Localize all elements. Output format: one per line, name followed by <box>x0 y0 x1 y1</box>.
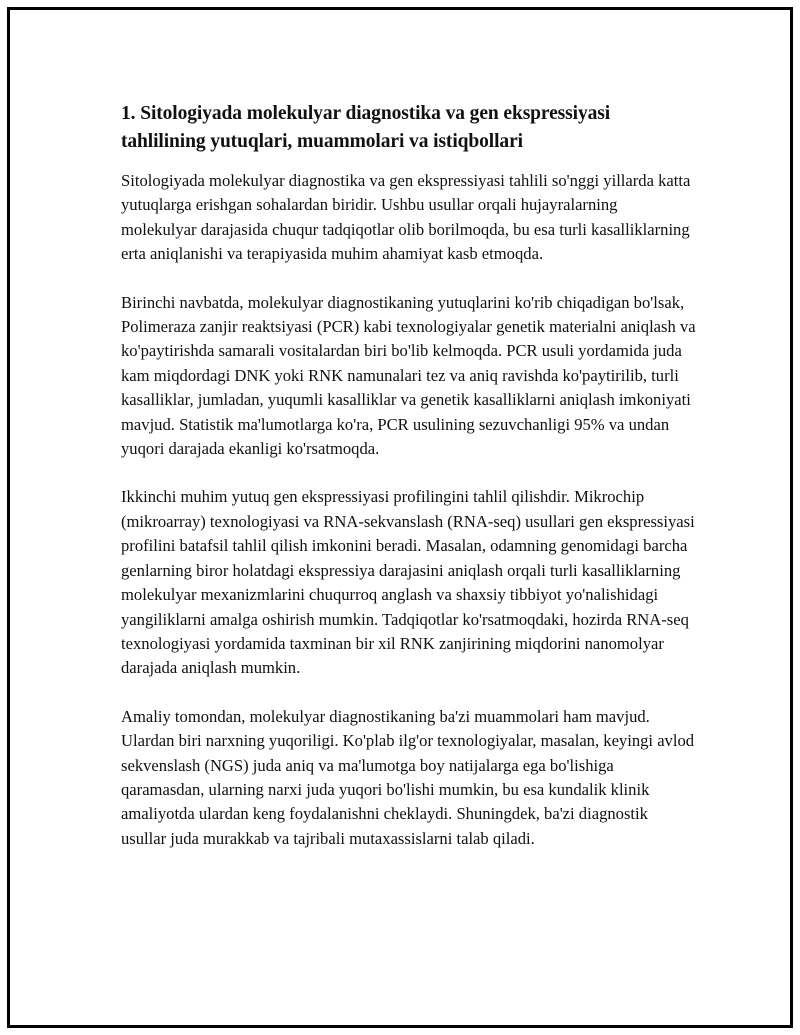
paragraph-gene-expression: Ikkinchi muhim yutuq gen ekspressiyasi profilingini tahlil qilishdir. Mikrochip (mikroarray) texnologiyasi va RNA-sekvanslash (RNA-seq) usullari gen ekspressiyasi profilini batafsil tahlil qilish imkonini beradi. Masalan, odamning genomidagi barcha genlarning biror holatdagi ekspressiya darajasini aniqlash orqali turli kasalliklarning molekulyar mexanizmlarini chuqurroq anglash va shaxsiy tibbiyot yo'nalishidagi yangiliklarni amalga oshirish mumkin. Tadqiqotlar ko'rsatmoqdaki, hozirda RNA-seq texnologiyasi yordamida taxminan bir xil RNK zanjirining miqdorini nanomolyar darajada aniqlash mumkin. <box>121 487 695 678</box>
document-title: 1. Sitologiyada molekulyar diagnostika va gen ekspressiyasi tahlilining yutuqlari, muammolari va istiqbollari <box>121 103 611 152</box>
page-frame <box>7 7 793 1028</box>
paragraph-problems: Amaliy tomondan, molekulyar diagnostikaning ba'zi muammolari ham mavjud. Ulardan biri narxning yuqoriligi. Ko'plab ilg'or texnologiyalar, masalan, keyingi avlod sekvenslash (NGS) juda aniq va ma'lumotga boy natijalarga ega bo'lishiga qaramasdan, ularning narxi juda yuqori bo'lishi mumkin, bu esa kundalik klinik amaliyotda ulardan keng foydalanishni cheklaydi. Shuningdek, ba'zi diagnostik usullar juda murakkab va tajribali mutaxassislarni talab qiladi. <box>121 706 695 848</box>
document-body <box>121 100 696 875</box>
paragraph-intro: Sitologiyada molekulyar diagnostika va gen ekspressiyasi tahlili so'nggi yillarda katta yutuqlarga erishgan sohalardan biridir. Ushbu usullar orqali hujayralarning molekulyar darajasida chuqur tadqiqotlar olib borilmoqda, bu esa turli kasalliklarning erta aniqlanishi va terapiyasida muhim ahamiyat kasb etmoqda. <box>121 171 691 264</box>
paragraph-pcr: Birinchi navbatda, molekulyar diagnostikaning yutuqlarini ko'rib chiqadigan bo'lsak, Polimeraza zanjir reaktsiyasi (PCR) kabi texnologiyalar genetik materialni aniqlash va ko'paytirishda samarali vositalardan biri bo'lib kelmoqda. PCR usuli yordamida juda kam miqdordagi DNK yoki RNK namunalari tez va aniq ravishda ko'paytirilib, turli kasalliklar, jumladan, yuqumli kasalliklar va genetik kasalliklarni aniqlash imkoniyati mavjud. Statistik ma'lumotlarga ko'ra, PCR usulining sezuvchanligi 95% va undan yuqori darajada ekanligi ko'rsatmoqda. <box>121 292 696 459</box>
